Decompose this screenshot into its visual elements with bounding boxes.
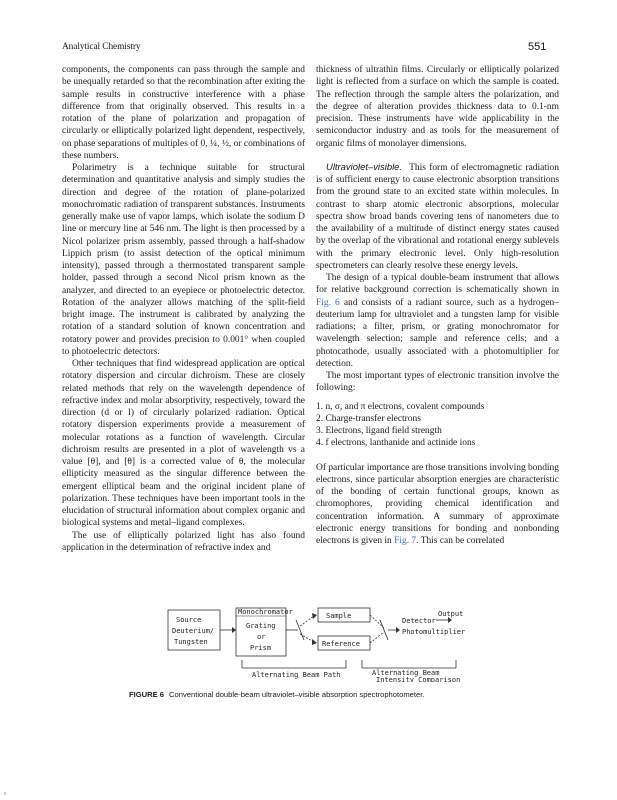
monochromator-label: or <box>257 633 266 641</box>
section-title: Ultraviolet–visible. <box>326 161 403 173</box>
reference-label: Reference <box>322 640 360 648</box>
caption-label: FIGURE 6 <box>129 690 165 699</box>
intensity-comparison-label: Intensity Comparison <box>376 676 461 682</box>
figure-7-link[interactable]: Fig. 7 <box>394 536 417 546</box>
right-column <box>316 64 559 547</box>
detector-label: Detector <box>402 617 436 625</box>
monochromator-label: Prism <box>250 644 272 652</box>
list-item: 1. n, σ, and π electrons, covalent compounds <box>316 401 485 412</box>
paragraph: thickness of ultrathin films. Circularly or elliptically polarized light is reflected from a surface on which the sample is coated. The reflection through the sample alters the polarization, and the degree of alteration provides thickness data to 0.1-nm precision. These instruments have wide applicability in the semiconductor industry and as tools for the measurement of organic films of monolayer dimensions. <box>316 65 559 149</box>
page-number: 551 <box>528 41 547 53</box>
paragraph-text: Of particular importance are those transitions involving bonding electrons, since particular absorption energies are characteristic of the bonding of certain functional groups, known as chromophores, providing chemical identification and concentration information. A summary of approximate electronic energy transitions for bonding and nonbonding electrons is given in <box>316 462 559 546</box>
list-item: 4. f electrons, lanthanide and actinide ions <box>316 438 476 449</box>
paragraph-text: and consists of a radiant source, such as a hydrogen–deuterium lamp for ultraviolet and a tungsten lamp for visible radiations; a filter, prism, or grating monochromator for wavelength selection; sample and reference cells; and a photocathode, usually associated with a photomultiplier for detection. <box>316 297 559 369</box>
paragraph-text: . This can be correlated <box>416 536 505 546</box>
caption-text: Conventional double-beam ultraviolet–visible absorption spectrophotometer. <box>169 690 425 699</box>
source-label: Source <box>176 616 202 624</box>
section-paragraph <box>316 162 559 272</box>
recombiner <box>380 620 388 640</box>
source-label: Deuterium/ <box>172 627 215 635</box>
figure-6-link[interactable]: Fig. 6 <box>316 297 340 308</box>
left-column <box>62 64 305 554</box>
list-item: 3. Electrons, ligand field strength <box>316 426 442 436</box>
sample-label: Sample <box>326 612 352 620</box>
paragraph: Polarimetry is a technique suitable for structural determination and quantitative analysis and simply studies the direction and degree of the rotation of plane-polarized monochromatic radiation of transparent substances. Instruments generally make use of vapor lamps, which isolate the sodium D line or mercury line at 546 nm. The light is then processed by a Nicol polarizer prism assembly, passed through a half-shadow Lippich prism (to assist detection of the optical minimum intensity), passed through a thermostated transparent sample holder, passed through a second Nicol prism known as the analyzer, and directed to an eyepiece or photoelectric detector. Rotation of the analyzer allows matching of the split-field bright image. The instrument is calibrated by analyzing the rotation of a standard solution of known concentration and rotatory power and provides precision to 0.001° when coupled to photoelectric detectors. <box>62 163 305 357</box>
output-label: Output <box>438 610 464 618</box>
paragraph <box>316 272 559 370</box>
paragraph: The use of elliptically polarized light has also found application in the determination of refractive index and <box>62 530 305 553</box>
monochromator-label: Grating <box>246 622 276 630</box>
paragraph-text: This form of electromagnetic radiation is of sufficient energy to cause electronic absorption transitions from the ground state to an excited state within molecules. In contrast to sharp atomic electronic absorptions, molecular spectra show broad bands covering tens of nanometers due to the availability of a multitude of distinct energy states caused by the overlap of the vibrational and rotational energy sublevels with the primary electronic level. Only high-resolution spectrometers can clearly resolve these energy levels. <box>316 162 559 271</box>
figure-6-diagram <box>166 606 466 682</box>
paragraph-text: The design of a typical double-beam instrument that allows for relative background correction is schematically shown in <box>316 273 559 296</box>
paragraph: Other techniques that find widespread application are optical rotatory dispersion and circular dichroism. These are closely related methods that rely on the wavelength dependence of refractive index and molar absorptivity, respectively, toward the direction (d or l) of circularly polarized radiation. Optical rotatory dispersion experiments provide a measurement of molecular rotations as a function of wavelength. Circular dichroism results are presented in a plot of wavelength vs a value [θ], and [θ] is a corrected value of θ, the molecular ellipticity measured as the singular difference between the emergent elliptical beam and the original incident plane of polarization. These techniques have been important tools in the elucidation of structural information about complex organic and biological systems and metal–ligand complexes. <box>62 359 305 529</box>
paragraph <box>316 462 559 548</box>
intensity-comparison-label: Alternating Beam <box>372 669 440 677</box>
paragraph: components, the components can pass through the sample and be unequally retarded so that the recombination after exiting the sample results in constructive interference with a phase difference from that originally observed. This results in a rotation of the plane of polarization and propagation of circularly or elliptically polarized light dependent, respectively, on phase separations of multiples of 0, ¼, ½, or combinations of these numbers. <box>62 65 305 161</box>
list-item: 2. Charge-transfer electrons <box>316 413 421 424</box>
paragraph: The most important types of electronic transition involve the following: <box>316 371 559 394</box>
monochromator-label: Monochromator <box>238 608 293 616</box>
arrowhead <box>232 627 236 633</box>
transition-list <box>316 401 559 450</box>
detector-label: Photomultiplier <box>402 628 466 636</box>
alternating-beam-label: Alternating Beam Path <box>252 671 341 679</box>
page-mark <box>4 792 6 795</box>
running-header-journal: Analytical Chemistry <box>62 42 141 52</box>
figure-caption <box>129 690 424 699</box>
source-label: Tungsten <box>174 638 208 646</box>
